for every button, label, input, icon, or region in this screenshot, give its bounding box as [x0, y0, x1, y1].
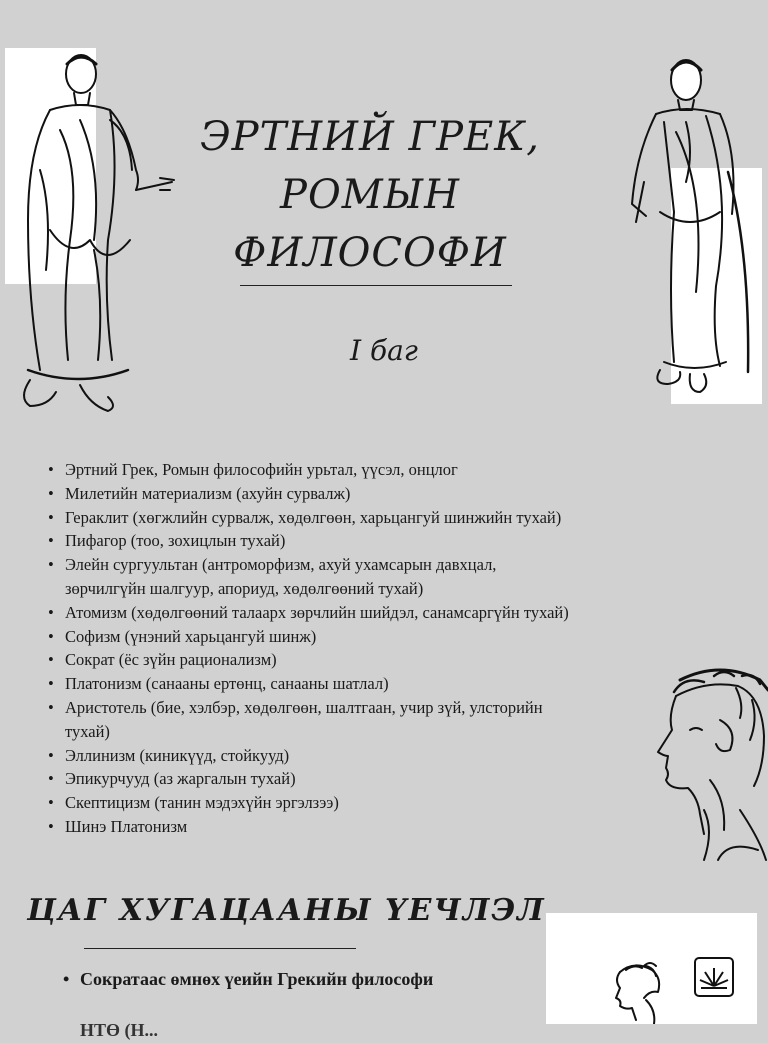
list-item: • Эллинизм (киникүүд, стойкууд) — [65, 744, 705, 768]
list-item: • Аристотель (бие, хэлбэр, хөдөлгөөн, шалтгаан, учир зүй, улсторийн — [65, 696, 705, 720]
list-item: • Скептицизм (танин мэдэхүйн эргэлзээ) — [65, 791, 705, 815]
list-item: • Шинэ Платонизм — [65, 815, 705, 839]
title-line-1: ЭРТНИЙ ГРЕК, РОМЫН — [200, 114, 540, 218]
list-item: • Милетийн материализм (ахуйн сурвалж) — [65, 482, 705, 506]
list-item: • Эртний Грек, Ромын философийн урьтал, үүсэл, онцлог — [65, 458, 705, 482]
list-item: • Пифагор (тоо, зохицлын тухай) — [65, 529, 705, 553]
page-title — [110, 108, 630, 282]
timeline-heading: ЦАГ ХУГАЦААНЫ ҮЕЧЛЭЛ — [27, 893, 546, 928]
title-divider — [240, 285, 512, 286]
woman-figure-illustration — [610, 960, 680, 1024]
subtitle: I баг — [350, 334, 418, 367]
timeline-list — [80, 966, 452, 992]
timeline-item: • Сократаас өмнөх үеийн Грекийн философи — [80, 966, 452, 992]
list-item: • Элейн сургуультан (антроморфизм, ахуй ухамсарын давхцал, — [65, 553, 705, 577]
sunburst-emblem-icon — [693, 956, 735, 998]
timeline-item-cut: НТӨ (Н... — [80, 1020, 159, 1040]
list-item: • Эпикурчууд (аз жаргалын тухай) — [65, 767, 705, 791]
list-item: • Сократ (ёс зүйн рационализм) — [65, 648, 705, 672]
list-item: • Софизм (үнэний харьцангуй шинж) — [65, 625, 705, 649]
toga-figure-right-illustration — [620, 52, 760, 404]
list-item: • Платонизм (санааны ертөнц, санааны шатлал) — [65, 672, 705, 696]
bust-profile-illustration — [640, 660, 768, 865]
title-line-2: ФИЛОСОФИ — [233, 230, 507, 276]
topics-list — [65, 458, 705, 839]
list-item: • Атомизм (хөдөлгөөний талаарх зөрчлийн шийдэл, санамсаргүйн тухай) — [65, 601, 705, 625]
timeline-divider — [84, 948, 356, 949]
list-item-continuation: зөрчилгүйн шалгуур, апориуд, хөдөлгөөний тухай) — [65, 578, 424, 598]
list-item-continuation: тухай) — [65, 721, 110, 741]
list-item: • Гераклит (хөгжлийн сурвалж, хөдөлгөөн, харьцангуй шинжийн тухай) — [65, 506, 705, 530]
